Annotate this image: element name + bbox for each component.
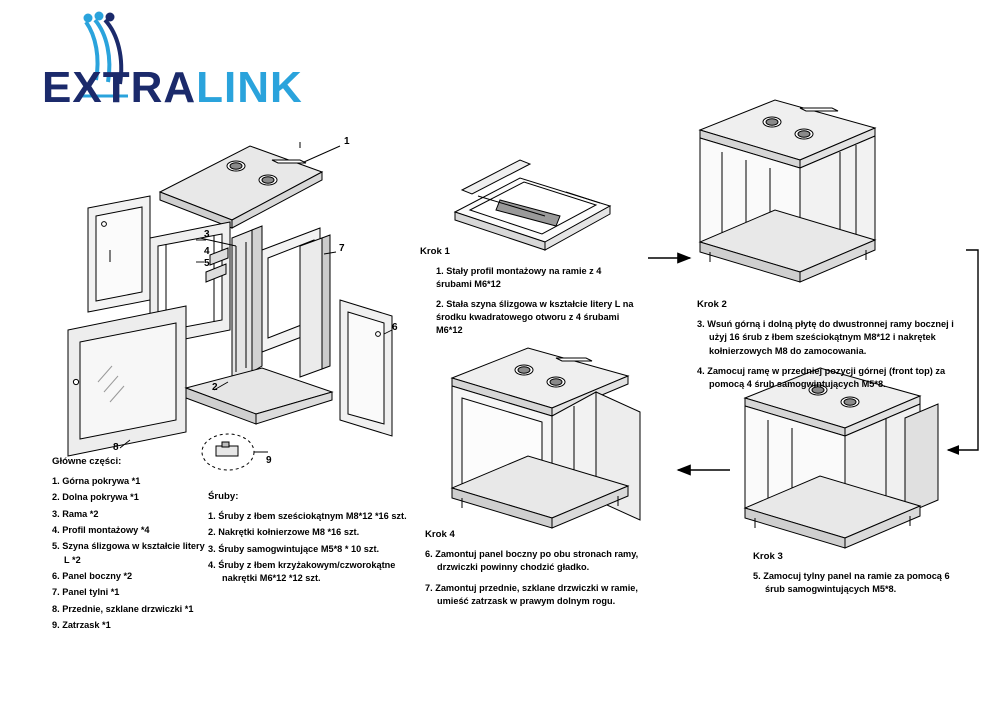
callout-5: 5 — [204, 258, 210, 269]
krok4-drawing — [452, 348, 640, 528]
screws-item-2: 2. Nakrętki kołnierzowe M8 *16 szt. — [208, 527, 360, 538]
parts-item-6: 6. Panel boczny *2 — [52, 570, 133, 581]
parts-item-1: 1. Górna pokrywa *1 — [52, 475, 141, 486]
brand-logo — [42, 14, 402, 124]
step-4-item-1: 6. Zamontuj panel boczny po obu stronach ramy, drzwiczki powinny chodzić gładko. — [425, 548, 639, 573]
callout-8: 8 — [113, 442, 119, 453]
parts-item-7: 7. Panel tylni *1 — [52, 587, 120, 598]
callout-7: 7 — [339, 243, 345, 254]
part-side-panel-left — [88, 196, 150, 312]
step-4-item-2: 7. Zamontuj przednie, szklane drzwiczki w ramie, umieść zatrzask w prawym dolnym rogu. — [425, 582, 638, 606]
part-top-cover — [160, 142, 322, 228]
step-2 — [697, 298, 969, 395]
step-4 — [425, 528, 660, 611]
parts-list — [52, 455, 212, 635]
krok1-drawing — [455, 160, 610, 250]
parts-item-8: 8. Przednie, szklane drzwiczki *1 — [52, 603, 194, 614]
exploded-view — [68, 142, 392, 470]
callout-4: 4 — [204, 246, 210, 257]
screws-list-title: Śruby: — [208, 491, 239, 502]
parts-item-9: 9. Zatrzask *1 — [52, 620, 111, 630]
step-1-title: Krok 1 — [420, 246, 450, 257]
logo-text-link: LINK — [196, 63, 303, 112]
step-1-item-1: 1. Stały profil montażowy na ramie z 4 śrubami M6*12 — [436, 265, 602, 290]
parts-item-3: 3. Rama *2 — [52, 508, 99, 519]
step-3-item-1: 5. Zamocuj tylny panel na ramie za pomocą 6 śrub samogwintujących M5*8. — [753, 570, 950, 595]
parts-item-2: 2. Dolna pokrywa *1 — [52, 492, 139, 503]
step-2-item-2: 4. Zamocuj ramę w przedniej pozycji górnej (front top) za pomocą 4 śrub samogwintujących M5*8. — [697, 365, 946, 390]
parts-item-4: 4. Profil montażowy *4 — [52, 524, 150, 535]
step-1 — [420, 245, 635, 341]
callout-1: 1 — [344, 136, 350, 147]
krok2-drawing — [700, 100, 875, 282]
part-back-plate — [300, 235, 330, 377]
parts-item-5: 5. Szyna ślizgowa w kształcie litery L *2 — [52, 541, 205, 565]
screws-item-3: 3. Śruby samogwintujące M5*8 * 10 szt. — [208, 543, 380, 554]
part-bottom-cover — [186, 368, 332, 424]
callout-9: 9 — [266, 455, 272, 466]
krok3-drawing — [745, 368, 938, 548]
step-2-title: Krok 2 — [697, 299, 727, 310]
callout-2: 2 — [212, 382, 218, 393]
step-2-item-1: 3. Wsuń górną i dolną płytę do dwustronnej ramy bocznej i użyj 16 śrub z łbem sześciokątnym M8*12 i nakrętek kołnierzowych M8 do zamocowania. — [697, 318, 954, 356]
step-1-item-2: 2. Stała szyna ślizgowa w kształcie litery L na środku kwadratowego otworu z 4 śrubami M6*12 — [436, 298, 634, 336]
step-3 — [753, 550, 968, 600]
screws-item-4: 4. Śruby z łbem krzyżakowym/czworokątne nakrętki M6*12 *12 szt. — [208, 559, 396, 584]
callout-6: 6 — [392, 322, 398, 333]
screws-list — [208, 490, 408, 589]
screws-item-1: 1. Śruby z łbem sześciokątnym M8*12 *16 szt. — [208, 510, 407, 521]
step-4-title: Krok 4 — [425, 529, 455, 540]
logo-text-extra: EXTRA — [42, 63, 197, 112]
callout-3: 3 — [204, 229, 210, 240]
part-front-glass-door — [68, 306, 186, 456]
part-side-panel-right — [340, 300, 392, 436]
step-3-title: Krok 3 — [753, 551, 783, 562]
parts-list-title: Główne części: — [52, 456, 122, 467]
